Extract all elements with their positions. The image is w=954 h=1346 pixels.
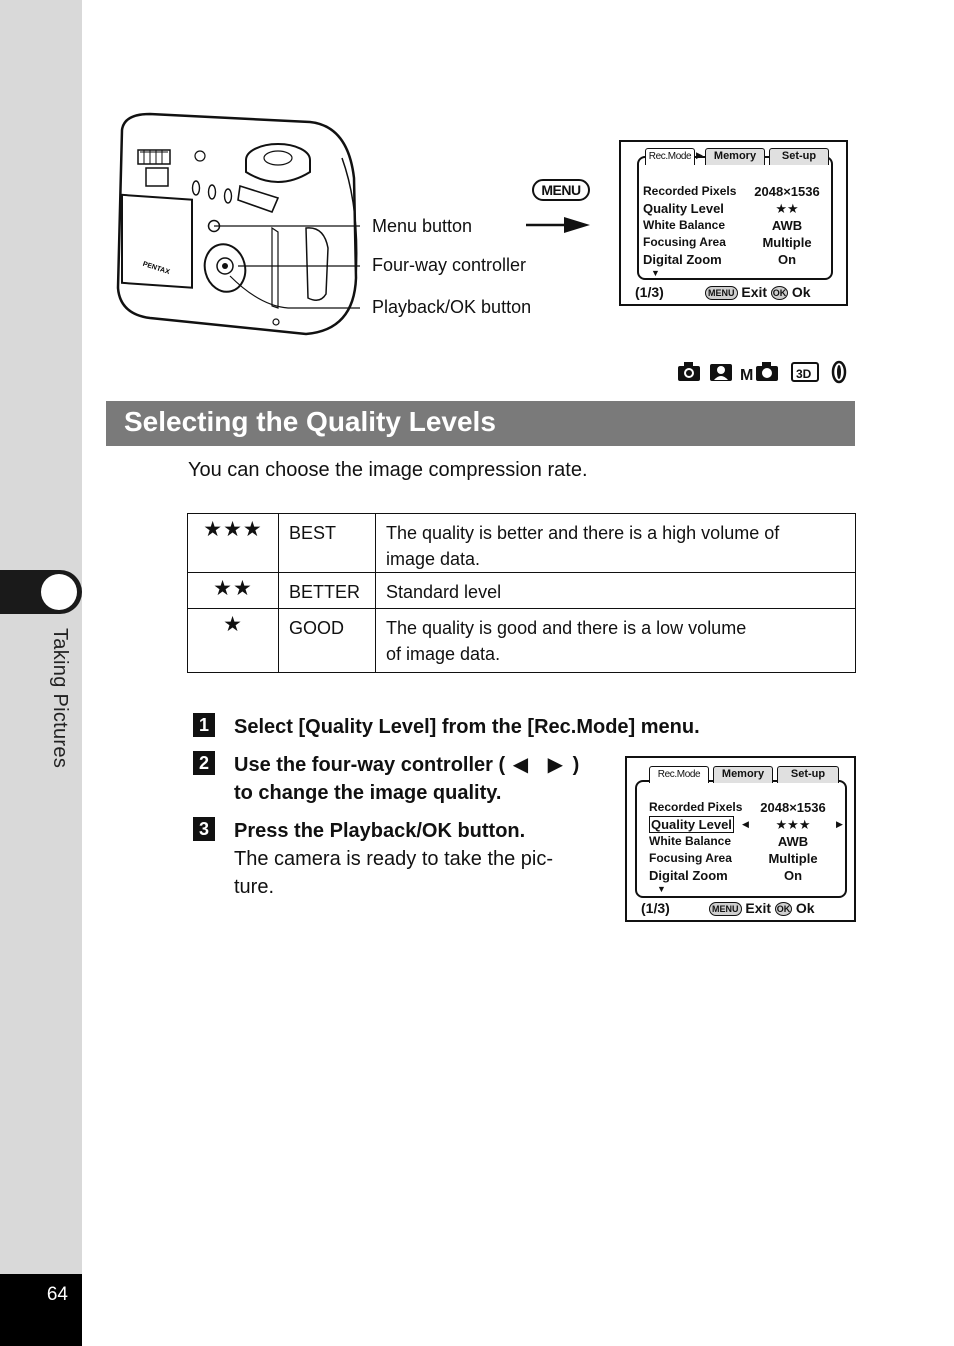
svg-text:M: M xyxy=(740,367,754,384)
step-instruction: Select [Quality Level] from the [Rec.Mode] menu. xyxy=(234,716,700,738)
menu-pill-icon: MENU xyxy=(709,902,742,916)
tab-rec-mode: Rec.Mode xyxy=(649,766,709,783)
tab-arrow-icon: ▶ xyxy=(696,150,703,160)
tab-memory: Memory xyxy=(705,148,765,165)
table-row xyxy=(188,573,856,609)
screen-footer xyxy=(635,284,835,300)
playback-ok-button-callout: Playback/OK button xyxy=(372,297,532,317)
section-title: Selecting the Quality Levels xyxy=(124,406,496,437)
step-note-cont: ture. xyxy=(234,876,275,898)
quality-description: Standard level xyxy=(376,573,856,609)
3d-icon xyxy=(792,363,818,381)
menu-screen-after: Rec.Mode Memory Set-up Recorded Pixels 2048×1536 Quality Level ◀ ★★★ ▶ White Balance AWB Focusing Area Multiple Digital Zoom On ▼ (1/3) MENU Exit OK Ok xyxy=(625,756,856,922)
quality-description: The quality is better and there is a high volume of image data. xyxy=(376,514,856,573)
menu-badge: MENU xyxy=(532,179,590,201)
quality-stars: ★★★ xyxy=(188,514,279,573)
mode-icons-row xyxy=(676,358,856,384)
ok-label: Ok xyxy=(791,284,811,300)
quality-table xyxy=(187,513,856,673)
step-number: 1 xyxy=(193,713,215,737)
exit-label: Exit xyxy=(745,900,772,916)
manual-camera-icon xyxy=(740,362,778,384)
ok-label: Ok xyxy=(795,900,815,916)
step-number: 3 xyxy=(193,817,215,841)
table-row xyxy=(188,609,856,673)
scroll-down-icon: ▼ xyxy=(651,268,660,278)
menu-pill-icon: MENU xyxy=(705,286,738,300)
table-row xyxy=(188,514,856,573)
step-note: The camera is ready to take the pic- xyxy=(234,848,554,870)
page-indicator: (1/3) xyxy=(641,900,670,916)
right-arrow-icon: ▶ xyxy=(836,819,843,829)
ok-pill-icon: OK xyxy=(776,904,791,914)
quality-description: The quality is good and there is a low volume of image data. xyxy=(376,609,856,673)
ok-pill-icon: OK xyxy=(772,288,787,298)
chapter-tab-circle xyxy=(41,574,77,610)
camera-brand: PENTAX xyxy=(141,260,171,277)
screen-footer xyxy=(641,900,846,916)
quality-name: BETTER xyxy=(279,573,376,609)
left-arrow-icon: ◀ xyxy=(512,754,529,776)
page-indicator: (1/3) xyxy=(635,284,664,300)
quality-name: GOOD xyxy=(279,609,376,673)
tab-set-up: Set-up xyxy=(769,148,829,165)
chapter-label: Taking Pictures xyxy=(49,628,71,769)
step-instruction: Use the four-way controller ( xyxy=(234,754,506,776)
intro-text: You can choose the image compression rate. xyxy=(188,459,588,481)
camera-icon xyxy=(678,362,700,381)
quality-name: BEST xyxy=(279,514,376,573)
portrait-icon xyxy=(710,364,732,381)
exit-label: Exit xyxy=(741,284,768,300)
tab-memory: Memory xyxy=(713,766,773,783)
quality-stars: ★ xyxy=(188,609,279,673)
camera-illustration xyxy=(110,108,360,340)
tab-rec-mode: Rec.Mode xyxy=(645,148,695,165)
step-instruction-cont: to change the image quality. xyxy=(234,782,502,804)
step-instruction: Press the Playback/OK button. xyxy=(234,820,526,842)
right-arrow-icon xyxy=(524,214,592,236)
step-number: 2 xyxy=(193,751,215,775)
svg-text:3D: 3D xyxy=(796,367,812,381)
scroll-down-icon: ▼ xyxy=(657,884,666,894)
four-way-controller-callout: Four-way controller xyxy=(372,255,527,275)
menu-screen-before: Rec.Mode Memory Set-up ▶ Recorded Pixels 2048×1536 Quality Level ★★ White Balance AWB Focusing Area Multiple Digital Zoom On ▼ (1/3) MENU Exit OK Ok xyxy=(619,140,848,306)
menu-button-callout: Menu button xyxy=(372,216,473,236)
left-arrow-icon: ◀ xyxy=(742,819,749,829)
page-number: 64 xyxy=(46,1284,68,1305)
tab-set-up: Set-up xyxy=(777,766,839,783)
panorama-icon xyxy=(833,362,845,382)
right-arrow-icon: ▶ xyxy=(547,754,564,776)
quality-stars: ★★ xyxy=(188,573,279,609)
